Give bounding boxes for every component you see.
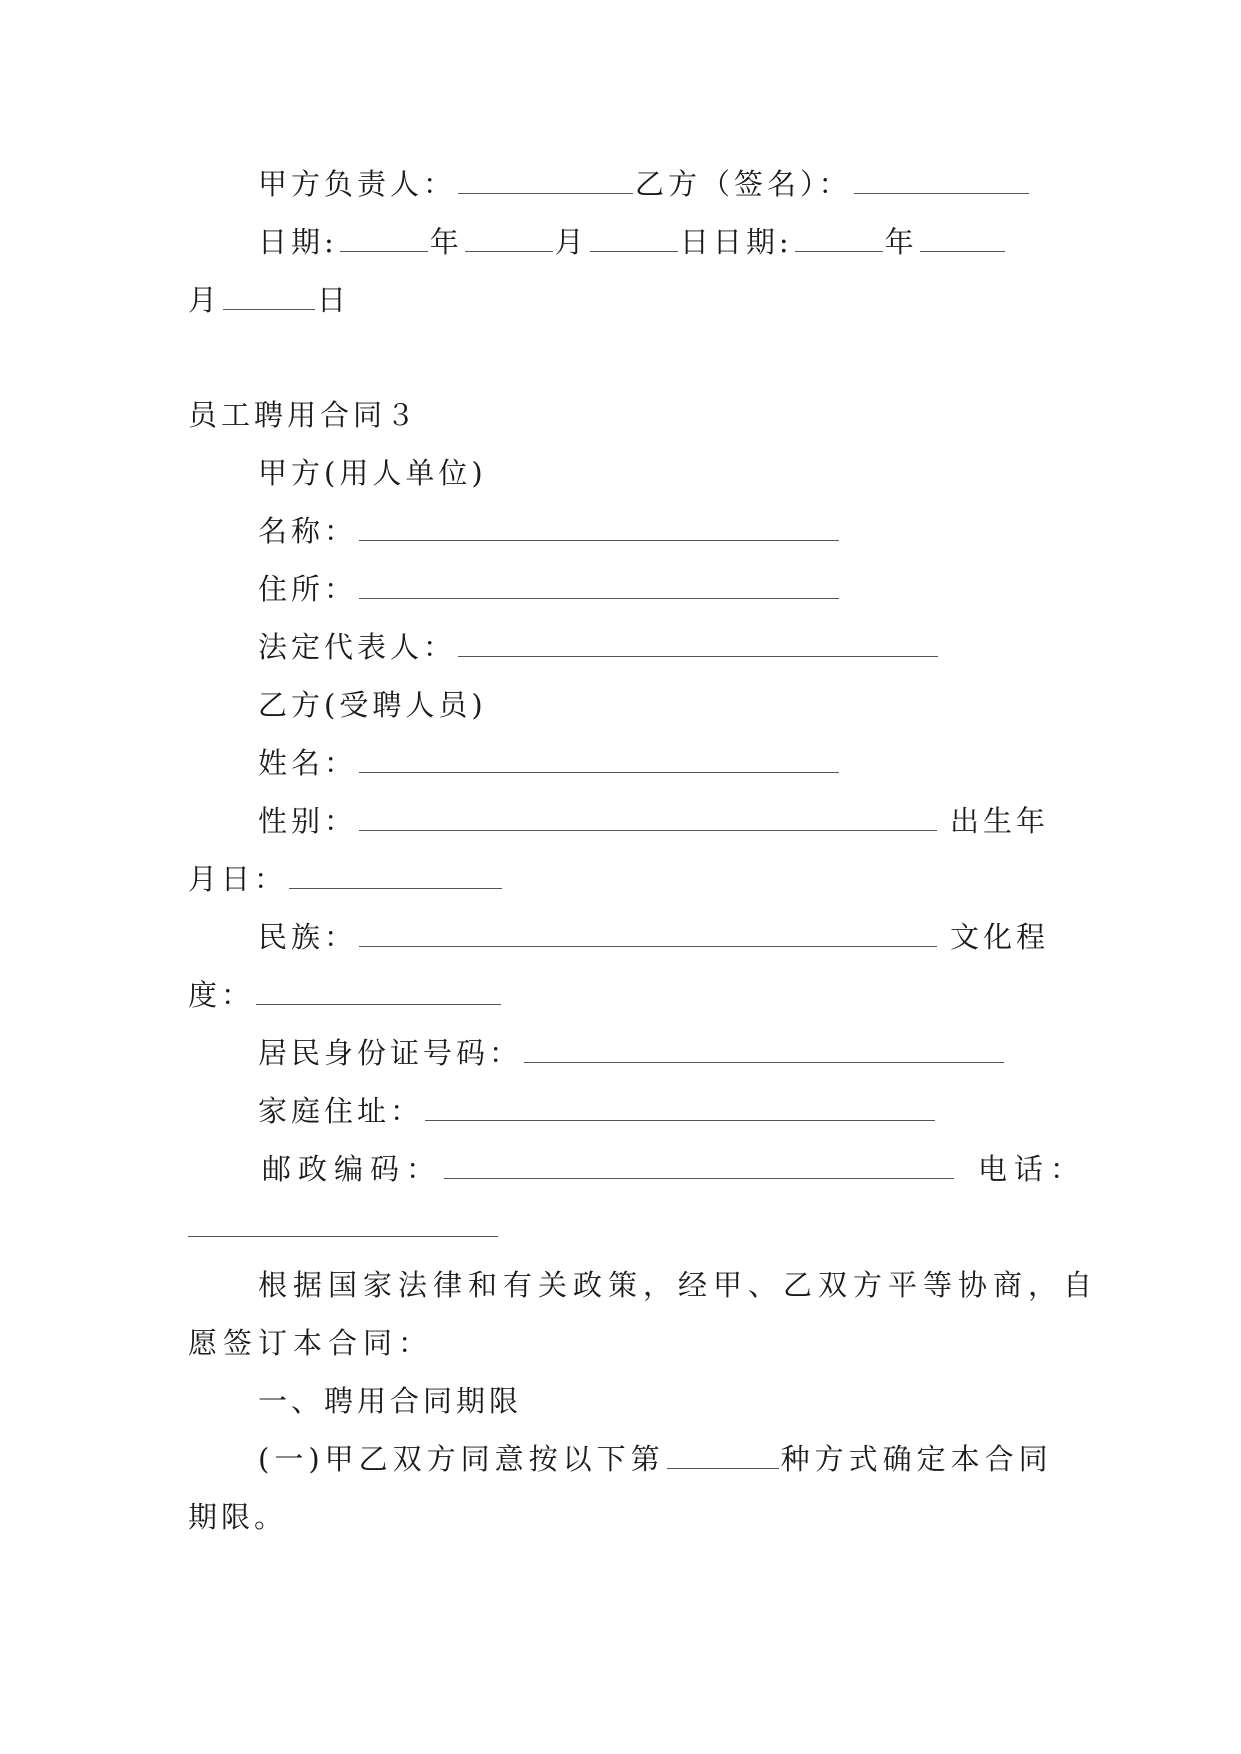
signature-date-line-wrap: [188, 280, 350, 320]
company-name-blank: [359, 518, 839, 541]
year-label-1: 年: [429, 225, 463, 259]
party-b-heading-text: 乙方(受聘人员): [258, 688, 487, 722]
legal-rep-line: [258, 627, 940, 667]
person-name-line: [258, 743, 841, 783]
contract-title: [188, 395, 419, 435]
signature-date-line: [258, 222, 1007, 262]
birth-label-right: [950, 801, 1049, 841]
intro-line2: 愿签订本合同：: [188, 1326, 434, 1360]
birth-label-part1: 出生年: [950, 804, 1050, 838]
clause1-line2: [188, 1497, 287, 1537]
id-number-line: [258, 1033, 1006, 1073]
day-date-label: 日日期:: [679, 225, 793, 259]
birth-line: [188, 859, 504, 899]
gender-label: 性别：: [258, 804, 358, 838]
intro-paragraph-line1: [258, 1265, 1098, 1305]
postcode-label: 邮政编码：: [262, 1152, 443, 1186]
birth-label-part2: 月日：: [188, 862, 288, 896]
phone-blank: [188, 1214, 498, 1237]
id-number-blank: [524, 1040, 1004, 1063]
section1-heading: [258, 1381, 522, 1421]
party-b-sign-blank: [854, 171, 1029, 194]
party-b-sign-label: 乙方（签名）：: [635, 167, 852, 201]
home-address-line: [258, 1091, 937, 1131]
date-day-blank-1: [590, 229, 678, 252]
education-line: [188, 975, 503, 1015]
ethnicity-line: [258, 917, 939, 957]
company-address-label: 住所：: [258, 572, 358, 606]
education-label-part2: 度：: [188, 978, 255, 1012]
party-a-rep-blank: [458, 171, 633, 194]
gender-blank: [359, 808, 937, 831]
date-year-blank-1: [340, 229, 428, 252]
date-month-blank-1: [465, 229, 553, 252]
id-number-label: 居民身份证号码：: [258, 1036, 523, 1070]
signature-line-1: [258, 164, 1031, 204]
education-blank: [256, 982, 501, 1005]
date-month-blank-2: [920, 229, 1005, 252]
ethnicity-label: 民族：: [258, 920, 358, 954]
clause1-line2-text: 期限。: [188, 1500, 288, 1534]
date-label-1: 日期:: [258, 225, 338, 259]
party-b-heading: [258, 685, 487, 725]
home-address-label: 家庭住址：: [258, 1094, 424, 1128]
person-name-blank: [359, 750, 839, 773]
company-address-blank: [359, 576, 839, 599]
postcode-blank: [444, 1156, 954, 1179]
legal-rep-label: 法定代表人：: [258, 630, 457, 664]
clause1-line1: [258, 1439, 1053, 1479]
company-address-line: [258, 569, 841, 609]
gender-line: [258, 801, 939, 841]
party-a-heading-text: 甲方(用人单位): [258, 456, 487, 490]
person-name-label: 姓名：: [258, 746, 358, 780]
home-address-blank: [425, 1098, 935, 1121]
education-label-part1: 文化程: [950, 920, 1050, 954]
ethnicity-blank: [359, 924, 937, 947]
party-a-heading: [258, 453, 487, 493]
year-label-2: 年: [884, 225, 918, 259]
date-day-blank-2: [223, 287, 315, 310]
clause1-blank: [667, 1446, 779, 1469]
phone-label-right: [978, 1149, 1086, 1189]
month-label-1: 月: [554, 225, 588, 259]
intro-line1: 根据国家法律和有关政策，经甲、乙双方平等协商，自: [258, 1268, 1099, 1302]
date-year-blank-2: [795, 229, 883, 252]
party-a-rep-label: 甲方负责人：: [258, 167, 457, 201]
day-label-2: 日: [317, 283, 351, 317]
birth-blank: [289, 866, 502, 889]
company-name-label: 名称：: [258, 514, 358, 548]
intro-paragraph-line2: [188, 1323, 433, 1363]
phone-line: [188, 1207, 500, 1247]
clause1-part2: 种方式确定本合同: [780, 1442, 1053, 1476]
postcode-line: [262, 1149, 956, 1189]
section1-heading-text: 一、聘用合同期限: [258, 1384, 523, 1418]
contract-title-text: 员工聘用合同３: [188, 398, 420, 432]
company-name-line: [258, 511, 841, 551]
phone-label: 电话：: [978, 1152, 1087, 1186]
education-label-right: [950, 917, 1049, 957]
clause1-part1: (一)甲乙双方同意按以下第: [258, 1442, 665, 1476]
month-label-2: 月: [188, 283, 222, 317]
legal-rep-blank: [458, 634, 938, 657]
